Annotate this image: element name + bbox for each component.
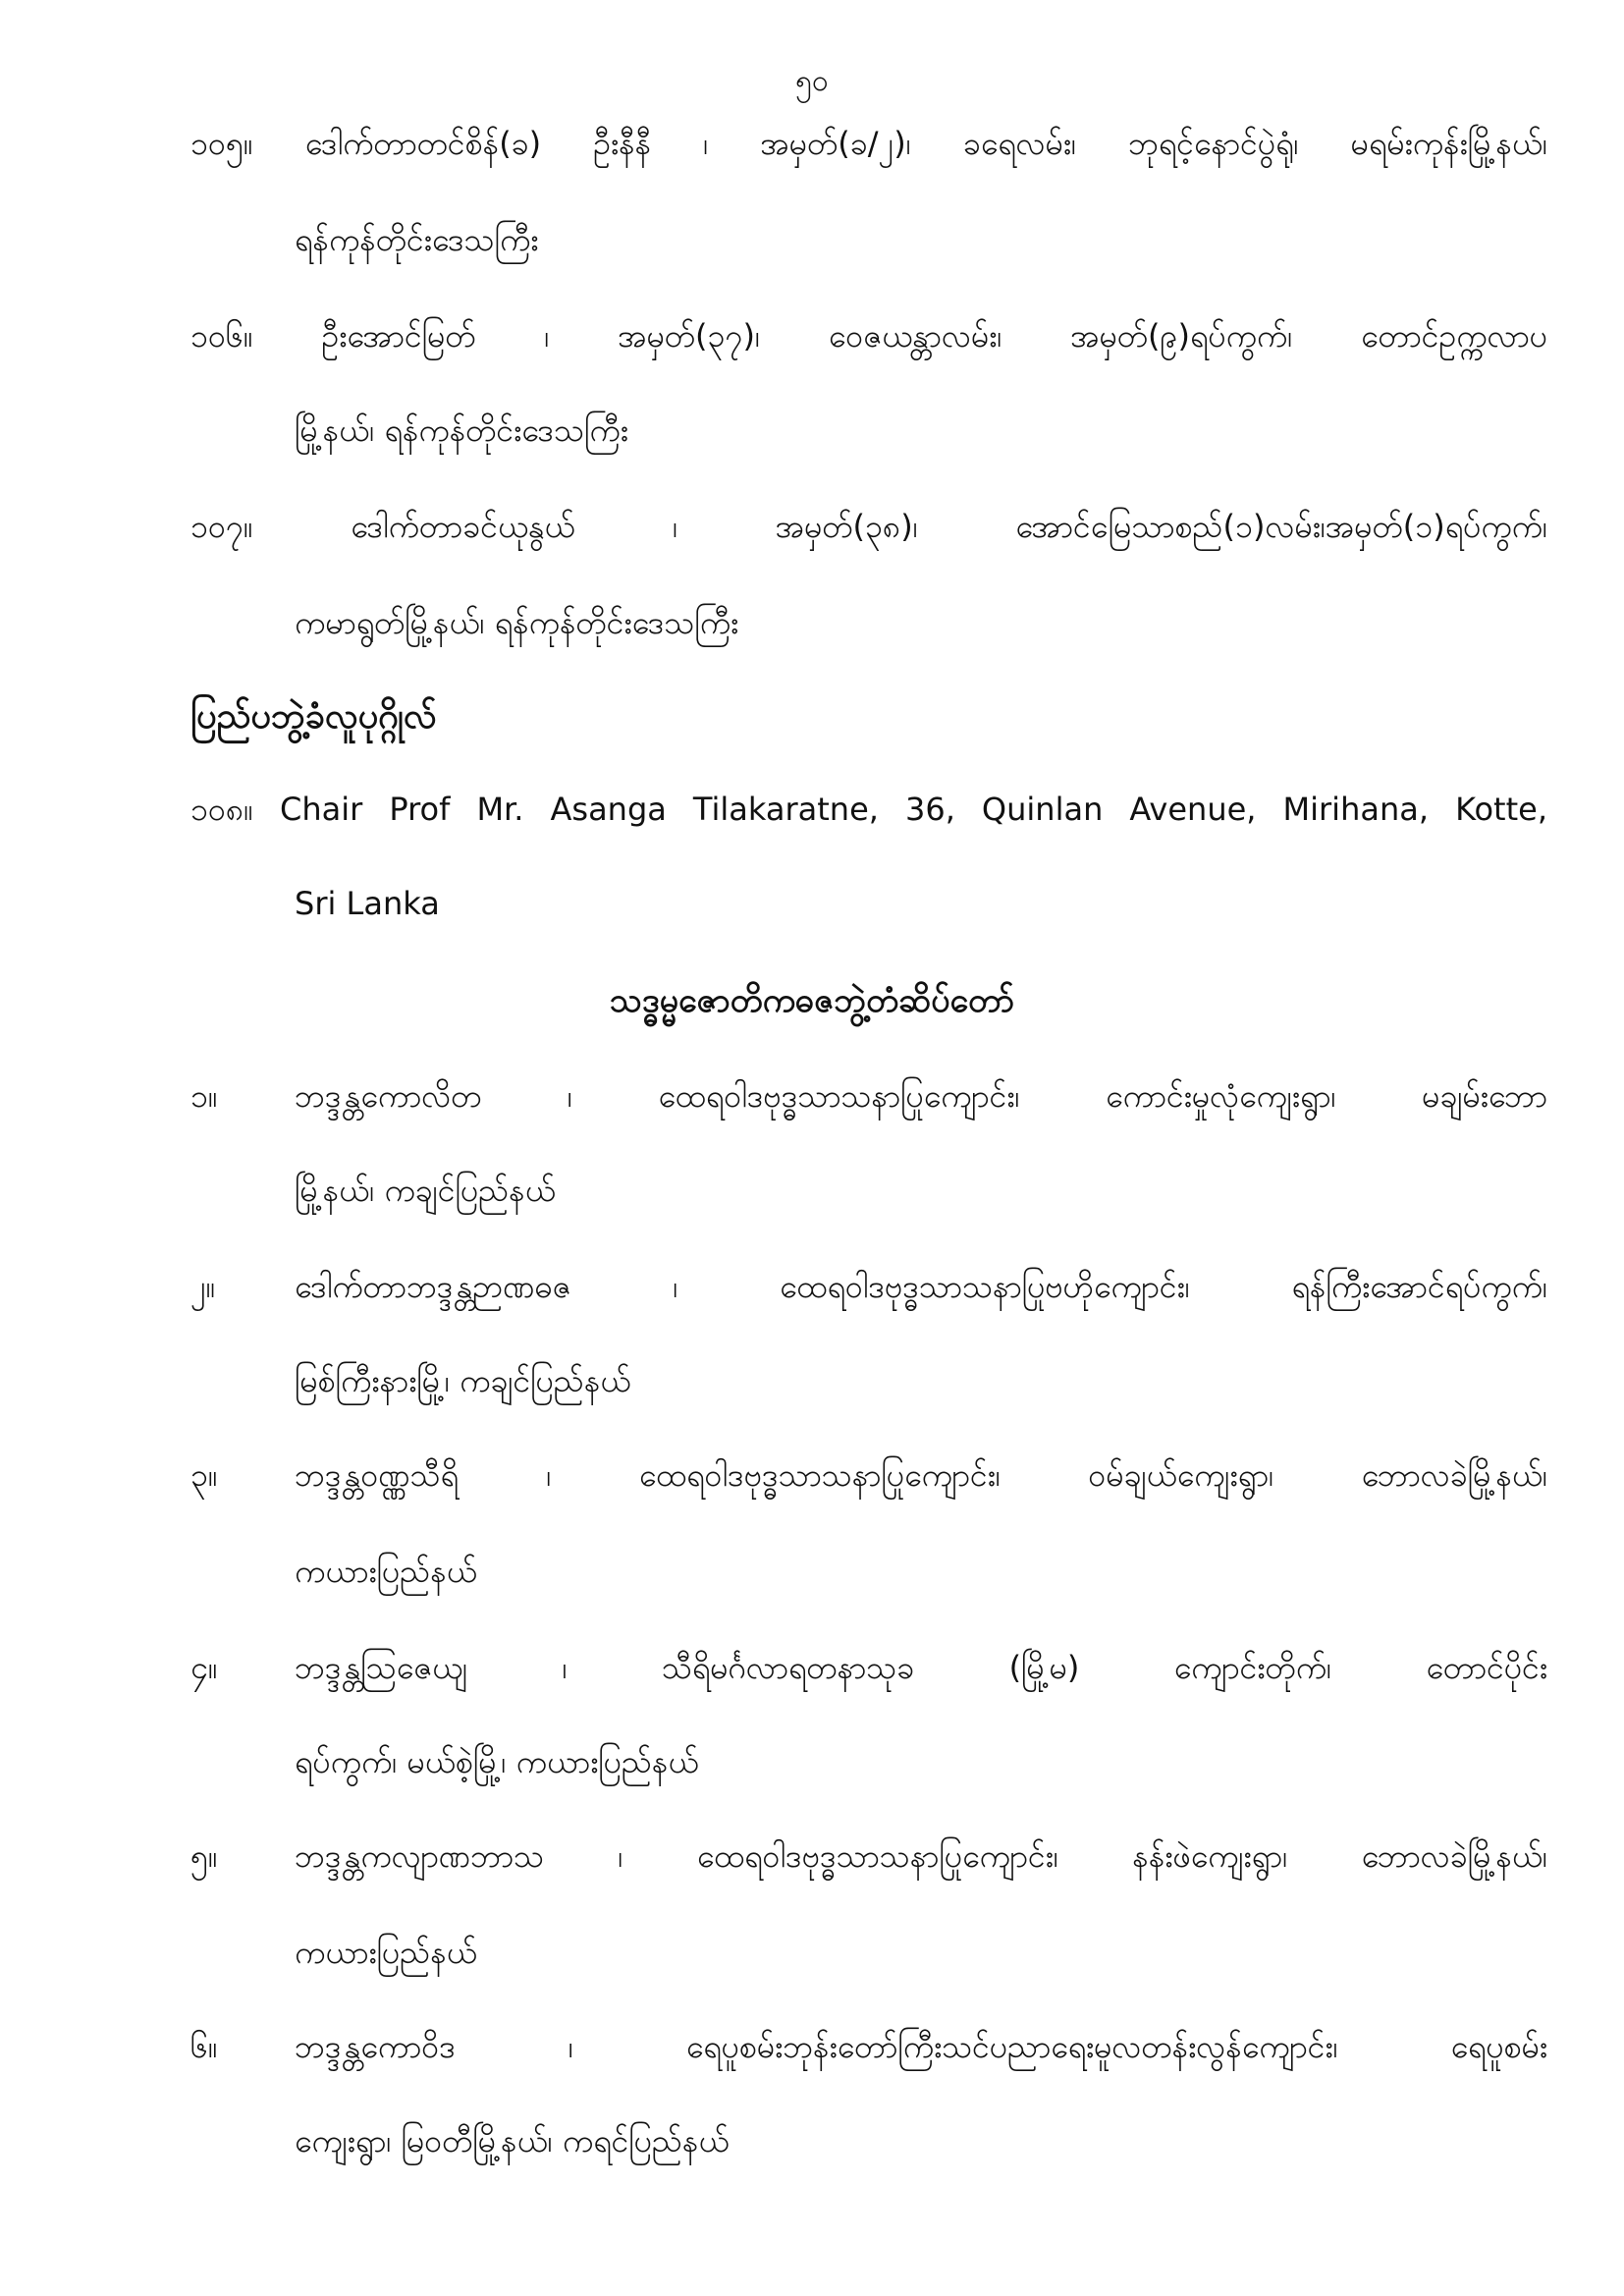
entry-line: ဘဒ္ဒန္တသြဇေယျ ၊ သီရိမင်္ဂလာရတနာသုခ (မြို့မ) ကျောင်းတိုက်၊ တောင်ပိုင်း bbox=[295, 1649, 1547, 1686]
entry-line: ၁၀၇။ ဒေါက်တာခင်ယုနွယ် ၊ အမှတ်(၃၈)၊ အောင်မြေသာစည်(၁)လမ်း၊အမှတ်(၁)ရပ်ကွက်၊ bbox=[190, 508, 1547, 545]
entry-number: ၂။ bbox=[190, 1268, 216, 1305]
entry-line: ဒေါက်တာဘဒ္ဒန္တဉာဏဓဇ ၊ ထေရဝါဒဗုဒ္ဓသာသနာပြုဗဟိုကျောင်း၊ ရန်ကြီးအောင်ရပ်ကွက်၊ bbox=[295, 1268, 1547, 1305]
entry-continuation: ကယားပြည်နယ် bbox=[295, 1934, 477, 1971]
entry-number: ၅။ bbox=[190, 1837, 218, 1875]
entry-line: ဘဒ္ဒန္တဝဏ္ဏသီရိ ၊ ထေရဝါဒဗုဒ္ဓသာသနာပြုကျောင်း၊ ဝမ်ချယ်ကျေးရွာ၊ ဘောလခဲမြို့နယ်၊ bbox=[295, 1456, 1547, 1494]
entry-line: ဘဒ္ဒန္တကောဝိဒ ၊ ရေပူစမ်းဘုန်းတော်ကြီးသင်ပညာရေးမူလတန်းလွန်ကျောင်း၊ ရေပူစမ်း bbox=[295, 2028, 1547, 2065]
entry-continuation: မြို့နယ်၊ ကချင်ပြည်နယ် bbox=[295, 1172, 556, 1209]
entry-number: ၁။ bbox=[190, 1077, 218, 1115]
entry-continuation: ကယားပြည်နယ် bbox=[295, 1553, 477, 1590]
entry-continuation: ကျေးရွာ၊ မြဝတီမြို့နယ်၊ ကရင်ပြည်နယ် bbox=[295, 2122, 730, 2159]
entry-continuation: မြို့နယ်၊ ရန်ကုန်တိုင်းဒေသကြီး bbox=[295, 411, 628, 449]
section-heading: ပြည်ပဘွဲ့ခံလူပုဂ္ဂိုလ် bbox=[190, 696, 437, 737]
entry-number: ၃။ bbox=[190, 1456, 218, 1494]
entry-number: ၄။ bbox=[190, 1649, 218, 1686]
entry-line: ဘဒ္ဒန္တကောလိတ ၊ ထေရဝါဒဗုဒ္ဓသာသနာပြုကျောင်း၊ ကောင်းမှုလုံကျေးရွာ၊ မချမ်းဘော bbox=[295, 1077, 1547, 1115]
entry-line: ၁၀၅။ ဒေါက်တာတင်စိန်(ခ) ဦးနီနီ ၊ အမှတ်(ခ/၂)၊ ခရေလမ်း၊ ဘုရင့်နောင်ပွဲရုံ၊ မရမ်းကုန်းမြို့နယ်၊ bbox=[190, 125, 1547, 162]
entry-line: ၁၀၈။ Chair Prof Mr. Asanga Tilakaratne, 36, Quinlan Avenue, Mirihana, Kotte, bbox=[190, 791, 1547, 828]
entry-continuation: ရန်ကုန်တိုင်းဒေသကြီး bbox=[295, 221, 539, 258]
entry-continuation: ရပ်ကွက်၊ မယ်စဲ့မြို့၊ ကယားပြည်နယ် bbox=[295, 1743, 699, 1780]
entry-continuation: Sri Lanka bbox=[295, 885, 440, 922]
entry-continuation: မြစ်ကြီးနားမြို့၊ ကချင်ပြည်နယ် bbox=[295, 1362, 631, 1399]
entry-line: ၁၀၆။ ဦးအောင်မြတ် ၊ အမှတ်(၃၇)၊ ဝေဇယန္တာလမ်း၊ အမှတ်(၉)ရပ်ကွက်၊ တောင်ဥက္ကလာပ bbox=[190, 317, 1547, 355]
entry-continuation: ကမာရွတ်မြို့နယ်၊ ရန်ကုန်တိုင်းဒေသကြီး bbox=[295, 604, 739, 641]
entry-line: ဘဒ္ဒန္တကလျာဏဘာသ ၊ ထေရဝါဒဗုဒ္ဓသာသနာပြုကျောင်း၊ နန်းဖဲကျေးရွာ၊ ဘောလခဲမြို့နယ်၊ bbox=[295, 1837, 1547, 1875]
page-number: ၅၀ bbox=[795, 64, 829, 98]
entry-number: ၆။ bbox=[190, 2028, 218, 2065]
award-heading: သဒ္ဓမ္မဇောတိကဓဇဘွဲ့တံဆိပ်တော် bbox=[609, 981, 1015, 1020]
